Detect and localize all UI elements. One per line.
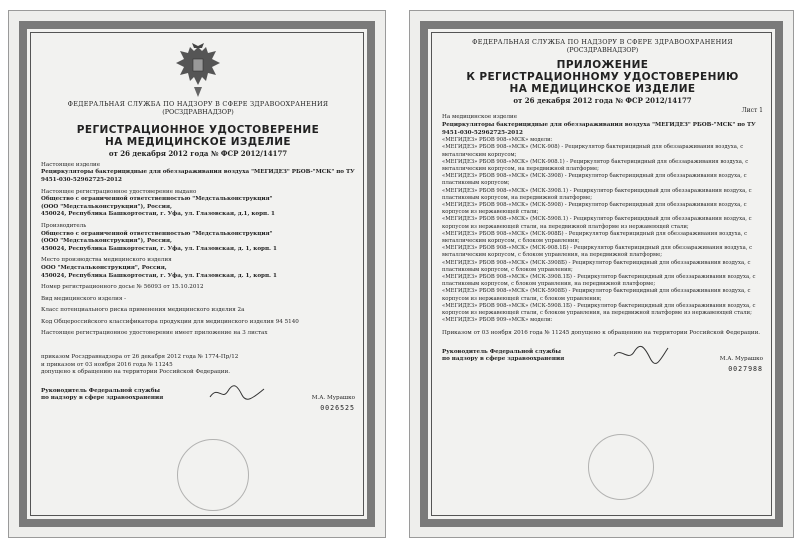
production-line: ООО "Медстальконструкция", Россия, xyxy=(41,264,167,271)
agency-name: ФЕДЕРАЛЬНАЯ СЛУЖБА ПО НАДЗОРУ В СФЕРЕ ЗДРАВООХРАНЕНИЯ xyxy=(67,100,329,108)
appendix-page xyxy=(409,10,794,538)
model-line: «МЕГИДЕЗ» РБОВ 908-«МСК» (МСК-3908.1Б) - Рециркулятор бактерицидный для обеззараживания воздуха, с пластиковым корпусом, с блоком управления, на передвижной платформе; xyxy=(442,274,756,288)
certificate-page xyxy=(8,10,386,538)
device-type-label: Вид медицинского изделия - xyxy=(41,295,127,302)
order-line: допущено к обращению на территории Российской Федерации. xyxy=(41,369,230,376)
appendix-date-number: от 26 декабря 2012 года № ФСР 2012/14177 xyxy=(513,96,692,106)
model-line: «МЕГИДЕЗ» РБОВ 908-«МСК» (МСК-5908.1Б) - Рециркулятор бактерицидный для обеззараживания воздуха, с корпусом из нержавеющей стали, с блоком управления, на передвижной платформе из нержавеющей стали; xyxy=(442,302,756,317)
signer-name: М.А. Мурашко xyxy=(311,395,355,402)
serial-number: 0027988 xyxy=(728,365,763,374)
agency-short-name: (РОСЗДРАВНАДЗОР) xyxy=(162,107,234,116)
serial-number: 0026525 xyxy=(320,403,355,412)
signer-name: М.А. Мурашко xyxy=(719,356,763,363)
applicant-line: Общество с ограниченной ответственностью "Медстальконструкция" xyxy=(41,196,273,203)
model-line: «МЕГИДЕЗ» РБОВ 908-«МСК» (МСК-908.1Б) - Рециркулятор бактерицидный для обеззараживания воздуха, с металлическим корпусом, с блоком управления, на передвижной платформе; xyxy=(442,245,753,259)
device-name: Рециркуляторы бактерицидные для обеззараживания воздуха "МЕГИДЕЗ" РБОВ-"МСК" по ТУ 9451-030-52962725-2012 xyxy=(442,121,756,136)
coat-of-arms-icon xyxy=(172,41,224,99)
model-line: «МЕГИДЕЗ» РБОВ 908-«МСК» (МСК-5908.1) - Рециркулятор бактерицидный для обеззараживания воздуха, с корпусом из нержавеющей стали, на передвижной платформе из нержавеющей стали; xyxy=(442,216,752,230)
certificate-title: РЕГИСТРАЦИОННОЕ УДОСТОВЕРЕНИЕ xyxy=(76,124,320,137)
agency-name: ФЕДЕРАЛЬНАЯ СЛУЖБА ПО НАДЗОРУ В СФЕРЕ ЗДРАВООХРАНЕНИЯ xyxy=(472,38,733,46)
model-line: «МЕГИДЕЗ» РБОВ 908-«МСК» (МСК-5908Б) - Рециркулятор бактерицидный для обеззараживания воздуха, с корпусом из нержавеющей стали, с блоком управления; xyxy=(442,288,751,302)
manufacturer-line: Общество с ограниченной ответственностью "Медстальконструкция" xyxy=(41,230,273,237)
device-label: На медицинское изделие xyxy=(442,114,518,121)
production-line: 450024, Республика Башкортостан, г. Уфа, ул. Глазовская, д. 1, корп. 1 xyxy=(41,272,277,279)
order-line: приказом Росздравнадзора от 26 декабря 2012 года № 1774-Пр/12 xyxy=(41,354,239,361)
model-line: «МЕГИДЕЗ» РБОВ 908-«МСК» (МСК-5908) - Рециркулятор бактерицидный для обеззараживания воздуха, с корпусом из нержавеющей стали; xyxy=(442,201,747,216)
model-line: «МЕГИДЕЗ» РБОВ 908-«МСК» (МСК-3908.1) - Рециркулятор бактерицидный для обеззараживания воздуха, с пластиковым корпусом, на передвижной платформе; xyxy=(442,187,752,201)
sheet-number: Лист 1 xyxy=(741,106,763,114)
manufacturer-line: 450024, Республика Башкортостан, г. Уфа, ул. Глазовская, д. 1, корп. 1 xyxy=(41,245,277,252)
head-title: Руководитель Федеральной службы xyxy=(442,348,562,355)
model-line: «МЕГИДЕЗ» РБОВ 908-«МСК» (МСК-3908) - Рециркулятор бактерицидный для обеззараживания воздуха, с пластиковым корпусом; xyxy=(442,173,747,187)
appendix-subtitle: К РЕГИСТРАЦИОННОМУ УДОСТОВЕРЕНИЮ xyxy=(466,71,739,84)
agency-short-name: (РОСЗДРАВНАДЗОР) xyxy=(566,45,639,54)
appendix-note: Настоящее регистрационное удостоверение имеет приложение на 3 листах xyxy=(41,330,268,337)
okp-code: Код Общероссийского классификатора продукции для медицинского изделия 94 5140 xyxy=(41,318,299,325)
model-line: «МЕГИДЕЗ» РБОВ 909-«МСК» модели: xyxy=(442,317,553,324)
head-title: Руководитель Федеральной службы xyxy=(41,387,161,394)
head-title: по надзору в сфере здравоохранения xyxy=(442,356,565,363)
model-line: «МЕГИДЕЗ» РБОВ 908-«МСК» (МСК-908.1) - Рециркулятор бактерицидный для обеззараживания воздуха, с металлическим корпусом, на передвижной платформе; xyxy=(442,158,749,172)
signature-icon xyxy=(208,383,268,403)
manufacturer-line: (ООО "Медстальконструкция"), Россия, xyxy=(41,238,172,245)
manufacturer-label: Производитель xyxy=(41,222,87,229)
appendix-border-frame xyxy=(420,21,783,527)
device-label: Настоящее изделие xyxy=(41,161,101,168)
registration-dossier-number: Номер регистрационного досье № 56093 от 15.10.2012 xyxy=(41,284,204,291)
stamp-icon xyxy=(588,434,654,500)
order-line: и приказом от 03 ноября 2016 года № 11245 xyxy=(41,361,173,368)
model-line: «МЕГИДЕЗ» РБОВ 908-«МСК» (МСК-908) - Рециркулятор бактерицидный для обеззараживания воздуха, с металлическим корпусом; xyxy=(442,144,744,158)
order-line: Приказом от 03 ноября 2016 года № 11245 допущено к обращению на территории Российской Федерации. xyxy=(442,330,761,337)
applicant-line: 450024, Республика Башкортостан, г. Уфа, ул. Глазовская, д.1, корп. 1 xyxy=(41,211,275,218)
applicant-line: (ООО "Медстальконструкция"), Россия, xyxy=(41,203,172,210)
appendix-subtitle: НА МЕДИЦИНСКОЕ ИЗДЕЛИЕ xyxy=(509,83,696,96)
certificate-subtitle: НА МЕДИЦИНСКОЕ ИЗДЕЛИЕ xyxy=(105,136,291,149)
appendix-title: ПРИЛОЖЕНИЕ xyxy=(556,59,649,72)
stamp-icon xyxy=(177,439,249,511)
certificate-border-frame xyxy=(19,21,375,527)
model-line: «МЕГИДЕЗ» РБОВ 908-«МСК» (МСК-3908Б) - Рециркулятор бактерицидный для обеззараживания воздуха, с пластиковым корпусом, с блоком управления; xyxy=(442,259,751,273)
device-name: Рециркуляторы бактерицидные для обеззараживания воздуха "МЕГИДЕЗ" РБОВ-"МСК" по ТУ 9451-030-52962725-2012 xyxy=(41,169,355,183)
model-line: «МЕГИДЕЗ» РБОВ 908-«МСК» (МСК-908Б) - Рециркулятор бактерицидный для обеззараживания воздуха, с металлическим корпусом, с блоком управления; xyxy=(442,230,748,244)
model-line: «МЕГИДЕЗ» РБОВ 908-«МСК» модели: xyxy=(442,137,553,144)
risk-class: Класс потенциального риска применения медицинского изделия 2а xyxy=(41,307,245,314)
certificate-date-number: от 26 декабря 2012 года № ФСР 2012/14177 xyxy=(108,149,288,159)
applicant-label: Настоящее регистрационное удостоверение выдано xyxy=(41,188,197,195)
head-title: по надзору в сфере здравоохранения xyxy=(41,395,164,402)
production-label: Место производства медицинского изделия xyxy=(41,257,172,264)
signature-icon xyxy=(612,344,672,364)
